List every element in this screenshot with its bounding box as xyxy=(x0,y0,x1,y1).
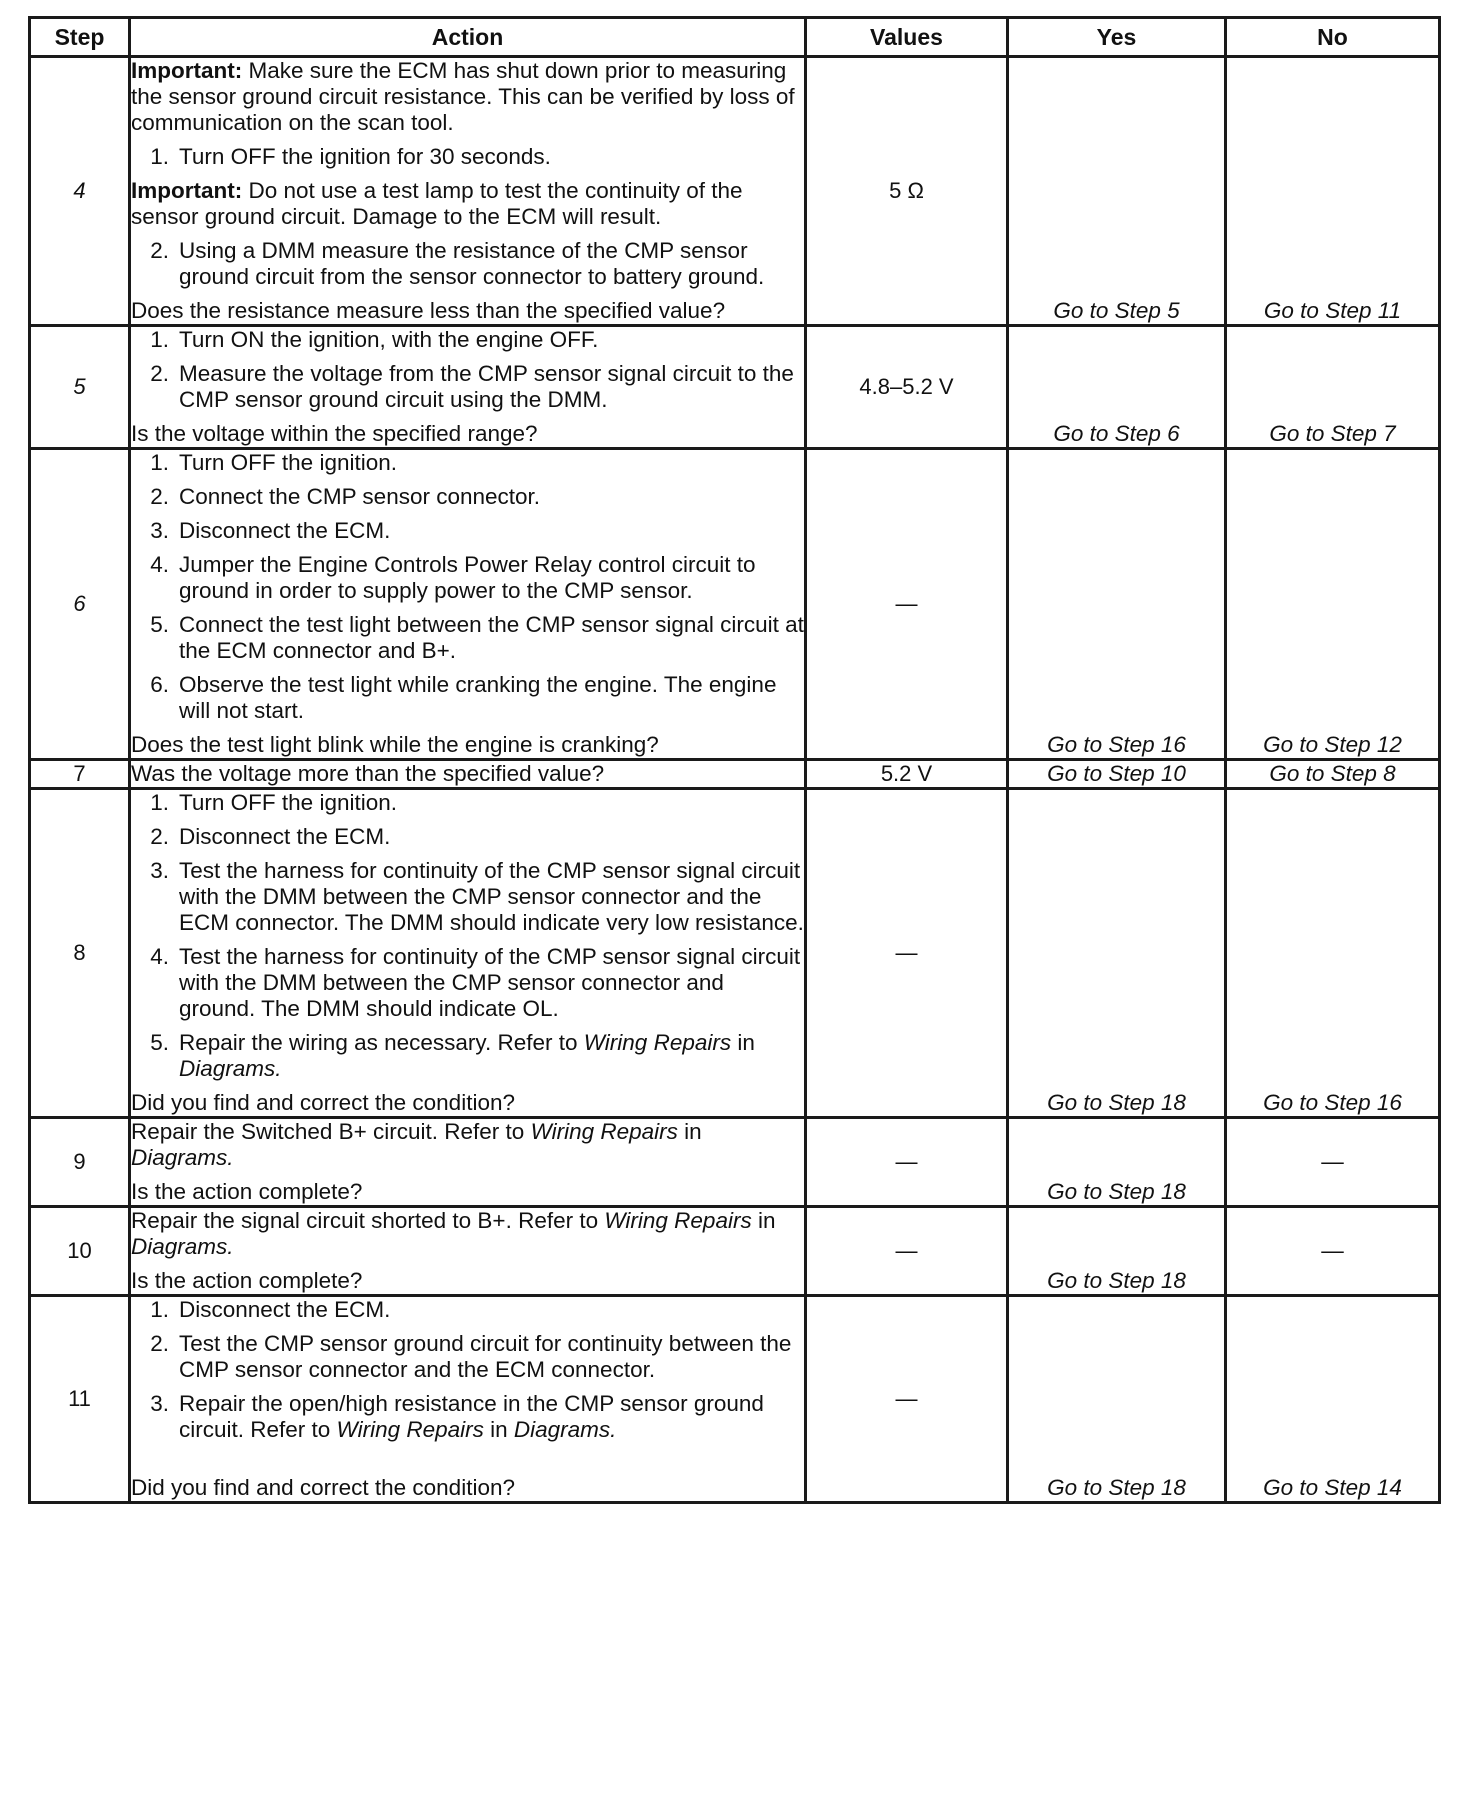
list-text: Disconnect the ECM. xyxy=(179,824,391,849)
no-cell: Go to Step 7 xyxy=(1226,326,1440,449)
list-number: 3. xyxy=(150,1391,169,1416)
value-cell: — xyxy=(806,789,1008,1118)
text-run: in xyxy=(677,1119,702,1144)
list-item xyxy=(131,612,804,664)
yes-cell: Go to Step 18 xyxy=(1008,1207,1226,1296)
no-cell: Go to Step 11 xyxy=(1226,57,1440,326)
header-action: Action xyxy=(130,18,806,57)
reference-link-text: Wiring Repairs xyxy=(583,1030,732,1055)
value-cell: 4.8–5.2 V xyxy=(806,326,1008,449)
value-cell: — xyxy=(806,1296,1008,1503)
text-run: Repair the wiring as necessary. Refer to xyxy=(179,1030,584,1055)
step-number: 7 xyxy=(30,760,130,789)
reference-link-text: Wiring Repairs xyxy=(336,1417,484,1442)
important-text: Do not use a test lamp to test the continuity of the sensor ground circuit. Damage to the ECM will result. xyxy=(131,178,743,229)
list-text: Disconnect the ECM. xyxy=(179,518,391,543)
important-note xyxy=(131,178,804,230)
list-text: Turn OFF the ignition. xyxy=(179,450,398,475)
list-item xyxy=(131,672,804,724)
value-cell: — xyxy=(806,1207,1008,1296)
list-number: 4. xyxy=(150,944,169,969)
list-number: 1. xyxy=(150,327,169,352)
header-step: Step xyxy=(30,18,130,57)
important-note xyxy=(131,58,804,136)
value-cell: — xyxy=(806,1118,1008,1207)
text-run: Repair the signal circuit shorted to B+. Refer to xyxy=(131,1208,605,1233)
list-text: Turn ON the ignition, with the engine OFF. xyxy=(179,327,599,352)
important-label: Important: xyxy=(131,178,243,203)
list-number: 5. xyxy=(150,612,169,637)
header-row xyxy=(30,18,1440,57)
action-text xyxy=(131,1119,804,1171)
list-number: 3. xyxy=(150,858,169,883)
list-text: Connect the test light between the CMP sensor signal circuit at the ECM connector and B+. xyxy=(179,612,804,663)
list-number: 5. xyxy=(150,1030,169,1055)
list-text: Disconnect the ECM. xyxy=(179,1297,391,1322)
no-cell: Go to Step 8 xyxy=(1226,760,1440,789)
value-cell: — xyxy=(806,449,1008,760)
action-cell xyxy=(130,1296,806,1503)
yes-cell: Go to Step 18 xyxy=(1008,789,1226,1118)
action-cell xyxy=(130,1207,806,1296)
table-row xyxy=(30,1118,1440,1207)
diagnostic-table-page xyxy=(28,16,1438,1504)
no-cell: — xyxy=(1226,1118,1440,1207)
list-item xyxy=(131,484,804,510)
text-run: in xyxy=(751,1208,776,1233)
important-label: Important: xyxy=(131,58,243,83)
list-item xyxy=(131,552,804,604)
yes-cell: Go to Step 10 xyxy=(1008,760,1226,789)
step-number: 6 xyxy=(30,449,130,760)
list-number: 1. xyxy=(150,1297,169,1322)
table-row xyxy=(30,326,1440,449)
list-item xyxy=(131,1297,804,1323)
text-run: in xyxy=(731,1030,755,1055)
reference-link-text: Wiring Repairs xyxy=(530,1119,678,1144)
list-text: Test the harness for continuity of the CMP sensor signal circuit with the DMM between the CMP sensor connector and ground. The DMM should indicate OL. xyxy=(179,944,801,1021)
list-item xyxy=(131,944,804,1022)
action-cell xyxy=(130,760,806,789)
value-cell: 5 Ω xyxy=(806,57,1008,326)
question-text: Is the action complete? xyxy=(131,1179,363,1204)
yes-cell: Go to Step 18 xyxy=(1008,1296,1226,1503)
step-number: 11 xyxy=(30,1296,130,1503)
table-row xyxy=(30,1207,1440,1296)
table-row xyxy=(30,760,1440,789)
list-number: 6. xyxy=(150,672,169,697)
list-item xyxy=(131,450,804,476)
step-number: 8 xyxy=(30,789,130,1118)
list-text: Test the harness for continuity of the CMP sensor signal circuit with the DMM between the CMP sensor connector and the ECM connector. The DMM should indicate very low resistance. xyxy=(179,858,804,935)
text-run: in xyxy=(483,1417,514,1442)
action-cell xyxy=(130,1118,806,1207)
no-cell: Go to Step 16 xyxy=(1226,789,1440,1118)
text-run: Repair the Switched B+ circuit. Refer to xyxy=(131,1119,531,1144)
list-item xyxy=(131,518,804,544)
list-text xyxy=(179,1391,804,1443)
important-text: Make sure the ECM has shut down prior to measuring the sensor ground circuit resistance. This can be verified by loss of communication on the scan tool. xyxy=(131,58,795,135)
yes-cell: Go to Step 5 xyxy=(1008,57,1226,326)
question-text: Did you find and correct the condition? xyxy=(131,1090,515,1115)
list-number: 2. xyxy=(150,484,169,509)
list-item xyxy=(131,361,804,413)
list-text: Turn OFF the ignition. xyxy=(179,790,398,815)
list-item xyxy=(131,1391,804,1443)
reference-link-text: Diagrams. xyxy=(513,1417,617,1442)
list-item xyxy=(131,824,804,850)
list-item xyxy=(131,858,804,936)
list-number: 3. xyxy=(150,518,169,543)
list-text: Using a DMM measure the resistance of the CMP sensor ground circuit from the sensor connector to battery ground. xyxy=(179,238,765,289)
question-text: Is the voltage within the specified range? xyxy=(131,421,538,446)
list-text xyxy=(179,1030,804,1082)
action-cell xyxy=(130,326,806,449)
question-text: Did you find and correct the condition? xyxy=(131,1475,515,1500)
list-text: Turn OFF the ignition for 30 seconds. xyxy=(179,144,551,169)
reference-link-text: Wiring Repairs xyxy=(604,1208,752,1233)
list-item xyxy=(131,1030,804,1082)
list-number: 1. xyxy=(150,790,169,815)
action-cell xyxy=(130,57,806,326)
question-text: Was the voltage more than the specified value? xyxy=(131,761,605,786)
list-number: 2. xyxy=(150,1331,169,1356)
list-number: 2. xyxy=(150,824,169,849)
list-text: Test the CMP sensor ground circuit for continuity between the CMP sensor connector and the ECM connector. xyxy=(179,1331,792,1382)
list-item xyxy=(131,327,804,353)
question-text: Is the action complete? xyxy=(131,1268,363,1293)
list-item xyxy=(131,238,804,290)
list-item xyxy=(131,144,804,170)
question-text: Does the test light blink while the engine is cranking? xyxy=(131,732,659,757)
table-row xyxy=(30,1296,1440,1503)
table-row xyxy=(30,789,1440,1118)
reference-link-text: Diagrams. xyxy=(131,1234,234,1259)
list-number: 1. xyxy=(150,450,169,475)
list-number: 2. xyxy=(150,238,169,263)
table-row xyxy=(30,57,1440,326)
table-row xyxy=(30,449,1440,760)
yes-cell: Go to Step 16 xyxy=(1008,449,1226,760)
step-number: 5 xyxy=(30,326,130,449)
list-item xyxy=(131,1331,804,1383)
text-run: Repair the open/high resistance in the CMP sensor ground circuit. Refer to xyxy=(179,1391,764,1442)
reference-link-text: Diagrams. xyxy=(131,1145,234,1170)
list-text: Jumper the Engine Controls Power Relay control circuit to ground in order to supply power to the CMP sensor. xyxy=(179,552,756,603)
value-cell: 5.2 V xyxy=(806,760,1008,789)
no-cell: Go to Step 12 xyxy=(1226,449,1440,760)
yes-cell: Go to Step 18 xyxy=(1008,1118,1226,1207)
header-no: No xyxy=(1226,18,1440,57)
step-number: 9 xyxy=(30,1118,130,1207)
list-number: 4. xyxy=(150,552,169,577)
list-number: 1. xyxy=(150,144,169,169)
list-number: 2. xyxy=(150,361,169,386)
step-number: 4 xyxy=(30,57,130,326)
no-cell: Go to Step 14 xyxy=(1226,1296,1440,1503)
yes-cell: Go to Step 6 xyxy=(1008,326,1226,449)
list-text: Connect the CMP sensor connector. xyxy=(179,484,541,509)
diagnostic-table xyxy=(28,16,1441,1504)
list-item xyxy=(131,790,804,816)
question-text: Does the resistance measure less than the specified value? xyxy=(131,298,726,323)
list-text: Measure the voltage from the CMP sensor signal circuit to the CMP sensor ground circuit using the DMM. xyxy=(179,361,794,412)
action-cell xyxy=(130,789,806,1118)
header-yes: Yes xyxy=(1008,18,1226,57)
no-cell: — xyxy=(1226,1207,1440,1296)
header-values: Values xyxy=(806,18,1008,57)
list-text: Observe the test light while cranking the engine. The engine will not start. xyxy=(179,672,777,723)
step-number: 10 xyxy=(30,1207,130,1296)
reference-link-text: Diagrams. xyxy=(179,1056,282,1081)
action-cell xyxy=(130,449,806,760)
action-text xyxy=(131,1208,804,1260)
